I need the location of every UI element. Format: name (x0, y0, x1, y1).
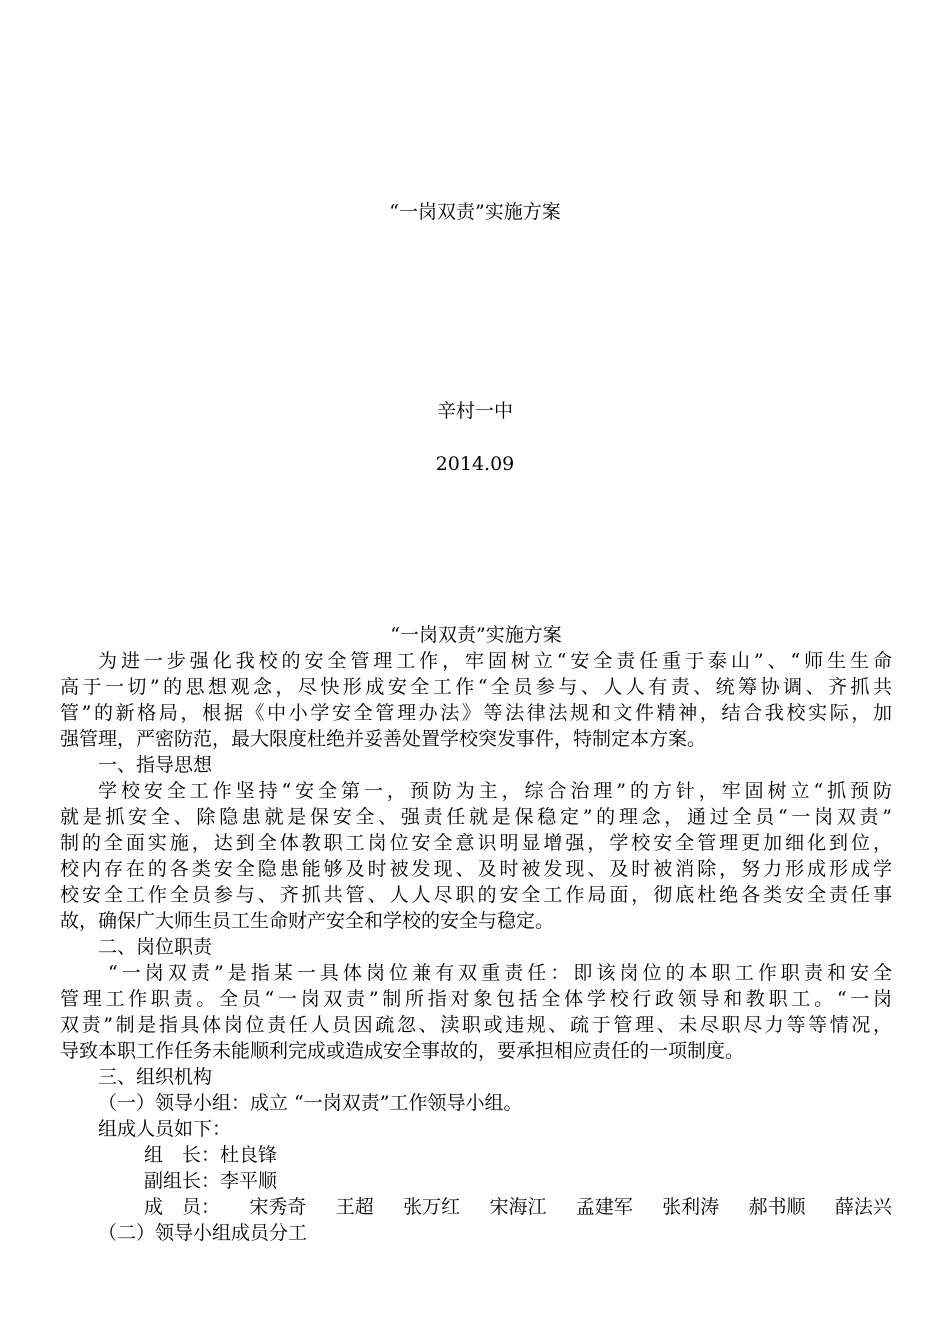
members-label: 成 员： (144, 1196, 221, 1218)
duties-line-1: “一岗双责”是指某一具体岗位兼有双重责任：即该岗位的本职工作职责和安全 (108, 962, 892, 984)
subsection-division-of-work: （二）领导小组成员分工 (98, 1222, 308, 1244)
deputy-leader: 副组长：李平顺 (144, 1170, 278, 1192)
section-heading-guiding-thought: 一、指导思想 (98, 754, 213, 776)
members-intro: 组成人员如下： (98, 1118, 232, 1140)
intro-line-2: 高于一切”的思想观念，尽快形成安全工作“全员参与、人人有责、统筹协调、齐抓共 (60, 676, 892, 698)
section-heading-organization: 三、组织机构 (98, 1066, 213, 1088)
subsection-leading-group: （一）领导小组：成立 “一岗双责”工作领导小组。 (98, 1092, 523, 1114)
member-name: 郝书顺 (748, 1196, 806, 1218)
member-name: 孟建军 (575, 1196, 633, 1218)
document-title: “一岗双责”实施方案 (390, 624, 562, 646)
member-name: 宋海江 (489, 1196, 547, 1218)
member-name: 王超 (335, 1196, 374, 1218)
guiding-thought-line-1: 学校安全工作坚持“安全第一，预防为主，综合治理”的方针，牢固树立“抓预防 (98, 780, 892, 802)
members-row (60, 1194, 892, 1220)
cover-date: 2014.09 (435, 453, 515, 475)
member-name: 张利涛 (662, 1196, 720, 1218)
guiding-thought-line-4: 校内存在的各类安全隐患能够及时被发现、及时被发现、及时被消除，努力形成形成学 (60, 858, 892, 880)
intro-line-4: 强管理，严密防范，最大限度杜绝并妥善处置学校突发事件，特制定本方案。 (60, 728, 707, 750)
member-name: 薛法兴 (834, 1196, 892, 1218)
member-name: 宋秀奇 (249, 1196, 307, 1218)
guiding-thought-line-6: 故，确保广大师生员工生命财产安全和学校的安全与稳定。 (60, 910, 555, 932)
guiding-thought-line-5: 校安全工作全员参与、齐抓共管、人人尽职的安全工作局面，彻底杜绝各类安全责任事 (60, 884, 892, 906)
duties-line-2: 管理工作职责。全员“一岗双责”制所指对象包括全体学校行政领导和教职工。“一岗 (60, 988, 892, 1010)
guiding-thought-line-3: 制的全面实施，达到全体教职工岗位安全意识明显增强，学校安全管理更加细化到位， (60, 832, 892, 854)
intro-line-3: 管”的新格局，根据《中小学安全管理办法》等法律法规和文件精神，结合我校实际，加 (60, 702, 892, 724)
section-heading-duties: 二、岗位职责 (98, 936, 213, 958)
guiding-thought-line-2: 就是抓安全、除隐患就是保安全、强责任就是保稳定”的理念，通过全员“一岗双责” (60, 806, 892, 828)
duties-line-4: 导致本职工作任务未能顺利完成或造成安全事故的，要承担相应责任的一项制度。 (60, 1040, 745, 1062)
document-body (60, 622, 892, 1246)
duties-line-3: 双责”制是指具体岗位责任人员因疏忽、渎职或违规、疏于管理、未尽职尽力等等情况， (60, 1014, 892, 1036)
cover-school-name: 辛村一中 (436, 400, 513, 422)
group-leader: 组 长：杜良锋 (144, 1144, 278, 1166)
cover-title: “一岗双责”实施方案 (389, 201, 561, 223)
member-name: 张万红 (403, 1196, 461, 1218)
intro-line-1: 为进一步强化我校的安全管理工作，牢固树立“安全责任重于泰山”、“师生生命 (98, 650, 892, 672)
